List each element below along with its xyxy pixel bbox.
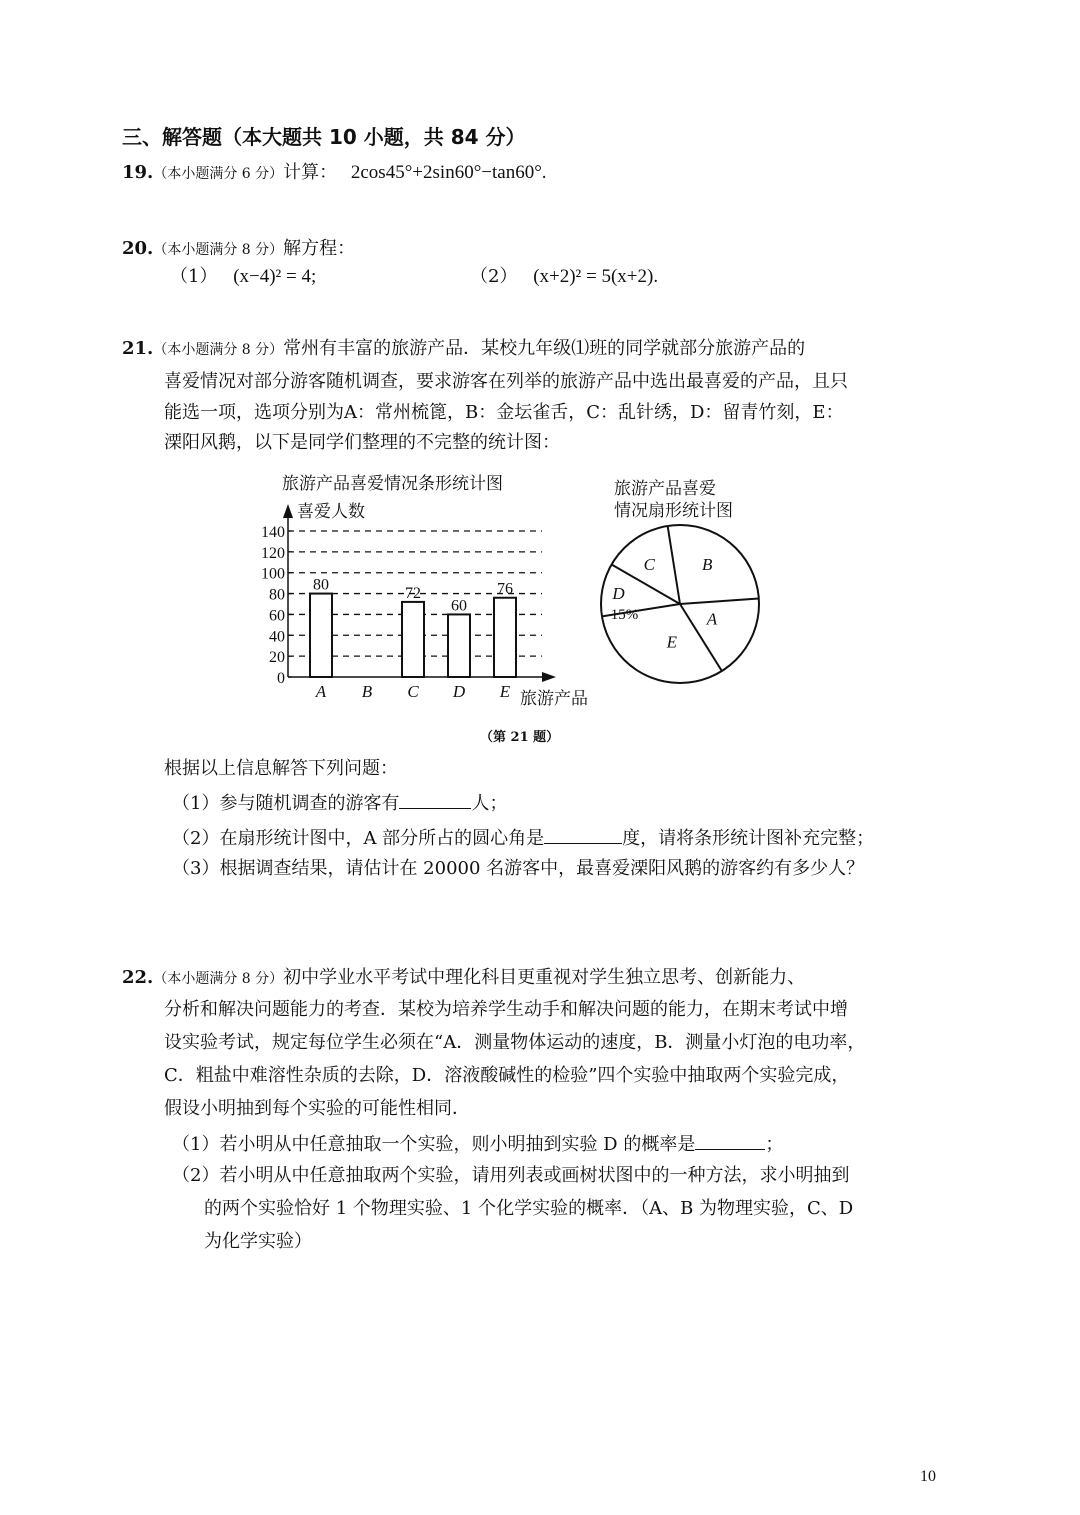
question-score: （本小题满分 6 分） (153, 166, 284, 182)
section-heading: 三、解答题（本大题共 10 小题，共 84 分） (122, 125, 526, 149)
y-tick-label: 20 (269, 649, 285, 667)
question-text: 计算： (283, 162, 338, 183)
question-21-line-3: 能选一项，选项分别为A：常州梳篦，B：金坛雀舌，C：乱针绣，D：留青竹刻，E： (164, 402, 844, 423)
category-label-C: C (407, 682, 419, 701)
math-expression: (x+2)² = 5(x+2). (533, 266, 659, 287)
question-20 (122, 236, 355, 263)
question-21-sub-2 (172, 823, 874, 852)
x-axis-arrow (542, 672, 556, 682)
question-number: 20. (122, 238, 154, 259)
math-expression: 2cos45°+2sin60°−tan60°. (350, 162, 547, 183)
y-tick-label: 40 (269, 628, 285, 646)
page-number: 10 (920, 1468, 936, 1485)
bar-value-label: 60 (451, 597, 467, 615)
bar-C (402, 602, 424, 677)
question-22-sub-2-line-3: 为化学实验） (204, 1231, 312, 1252)
x-axis-label: 旅游产品 (520, 689, 588, 709)
bar-value-label: 80 (313, 576, 329, 594)
question-score: （本小题满分 8 分） (153, 242, 284, 258)
pie-divider (668, 526, 680, 604)
pie-slice-label-A: A (706, 609, 718, 629)
part-label: （1） (170, 266, 218, 287)
question-22-sub-2-line-2: 的两个实验恰好 1 个物理实验、1 个化学实验的概率．（A、B 为物理实验，C、D (204, 1198, 854, 1219)
question-score: （本小题满分 8 分） (153, 342, 284, 358)
question-number: 19. (122, 162, 154, 183)
question-21-sub-3: （3）根据调查结果，请估计在 20000 名游客中，最喜爱溧阳风鹅的游客约有多少人？ (172, 858, 865, 879)
pie-slice-label-B: B (701, 555, 713, 575)
question-21-line-4: 溧阳风鹅，以下是同学们整理的不完整的统计图： (164, 432, 560, 453)
y-tick-label: 120 (261, 544, 285, 562)
pie-chart-title-line-2: 情况扇形统计图 (614, 501, 733, 521)
question-21-line-1 (122, 336, 805, 363)
y-tick-label: 140 (261, 524, 285, 541)
category-label-E: E (499, 682, 511, 701)
bar-chart-title: 旅游产品喜爱情况条形统计图 (282, 474, 503, 494)
answer-blank (544, 823, 622, 844)
math-expression: (x−4)² = 4; (233, 266, 317, 287)
question-score: （本小题满分 8 分） (153, 971, 284, 987)
question-21-sub-1 (172, 788, 507, 817)
bar-chart (250, 466, 610, 716)
pie-percent-label: 15% (610, 606, 639, 623)
y-tick-label: 60 (269, 607, 285, 625)
answer-blank (399, 788, 471, 809)
question-22-line-2: 分析和解决问题能力的考查．某校为培养学生动手和解决问题的能力，在期末考试中增 (164, 999, 848, 1020)
pie-chart-title-line-1: 旅游产品喜爱 (614, 479, 716, 499)
pie-chart (590, 470, 790, 690)
question-text: 解方程： (283, 238, 356, 259)
question-text: 常州有丰富的旅游产品．某校九年级⑴班的同学就部分旅游产品的 (283, 338, 806, 359)
question-number: 22. (122, 967, 154, 988)
y-tick-label: 80 (269, 586, 285, 604)
question-22-line-3: 设实验考试，规定每位学生必须在“A．测量物体运动的速度，B．测量小灯泡的电功率， (164, 1032, 866, 1053)
pie-slice-label-D: D (612, 583, 625, 603)
pie-divider (680, 598, 759, 604)
question-22-line-1 (122, 965, 805, 992)
sub-question-text: （1）参与随机调查的游客有 (172, 793, 400, 814)
question-20-part-2 (470, 264, 658, 290)
pie-slice-label-C: C (643, 554, 656, 574)
question-22-line-4: C．粗盐中难溶性杂质的去除，D．溶液酸碱性的检验”四个实验中抽取两个实验完成， (164, 1065, 850, 1086)
category-label-B: B (361, 682, 373, 701)
sub-question-text: 人； (471, 793, 508, 814)
question-19 (122, 160, 547, 187)
part-label: （2） (470, 266, 518, 287)
y-tick-label: 0 (277, 670, 285, 687)
sub-question-text: ； (765, 1134, 784, 1155)
answer-blank (695, 1129, 765, 1150)
bar-value-label: 72 (405, 584, 421, 602)
y-tick-label: 100 (261, 565, 285, 583)
sub-question-text: （1）若小明从中任意抽取一个实验，则小明抽到实验 D 的概率是 (172, 1134, 696, 1155)
category-label-A: A (315, 682, 327, 701)
bar-D (448, 614, 470, 677)
y-axis-label: 喜爱人数 (297, 502, 365, 522)
category-label-D: D (452, 682, 466, 701)
sub-question-text: （2）在扇形统计图中，A 部分所占的圆心角是 (172, 828, 545, 849)
figure-caption: （第 21 题） (480, 730, 560, 745)
question-number: 21. (122, 338, 154, 359)
sub-question-text: 度，请将条形统计图补充完整； (622, 828, 875, 849)
bar-A (310, 594, 332, 677)
pie-slice-label-E: E (666, 632, 677, 652)
question-22-sub-2-line-1: （2）若小明从中任意抽取两个实验，请用列表或画树状图中的一种方法，求小明抽到 (172, 1165, 850, 1186)
question-22-sub-1 (172, 1129, 783, 1158)
question-22-line-5: 假设小明抽到每个实验的可能性相同． (164, 1098, 470, 1119)
question-21-intro: 根据以上信息解答下列问题： (164, 758, 398, 779)
bar-E (494, 598, 516, 677)
bar-value-label: 76 (497, 580, 513, 598)
question-20-part-1 (170, 264, 316, 290)
question-text: 初中学业水平考试中理化科目更重视对学生独立思考、创新能力、 (283, 967, 806, 988)
question-21-line-2: 喜爱情况对部分游客随机调查，要求游客在列举的旅游产品中选出最喜爱的产品，且只 (164, 371, 848, 392)
